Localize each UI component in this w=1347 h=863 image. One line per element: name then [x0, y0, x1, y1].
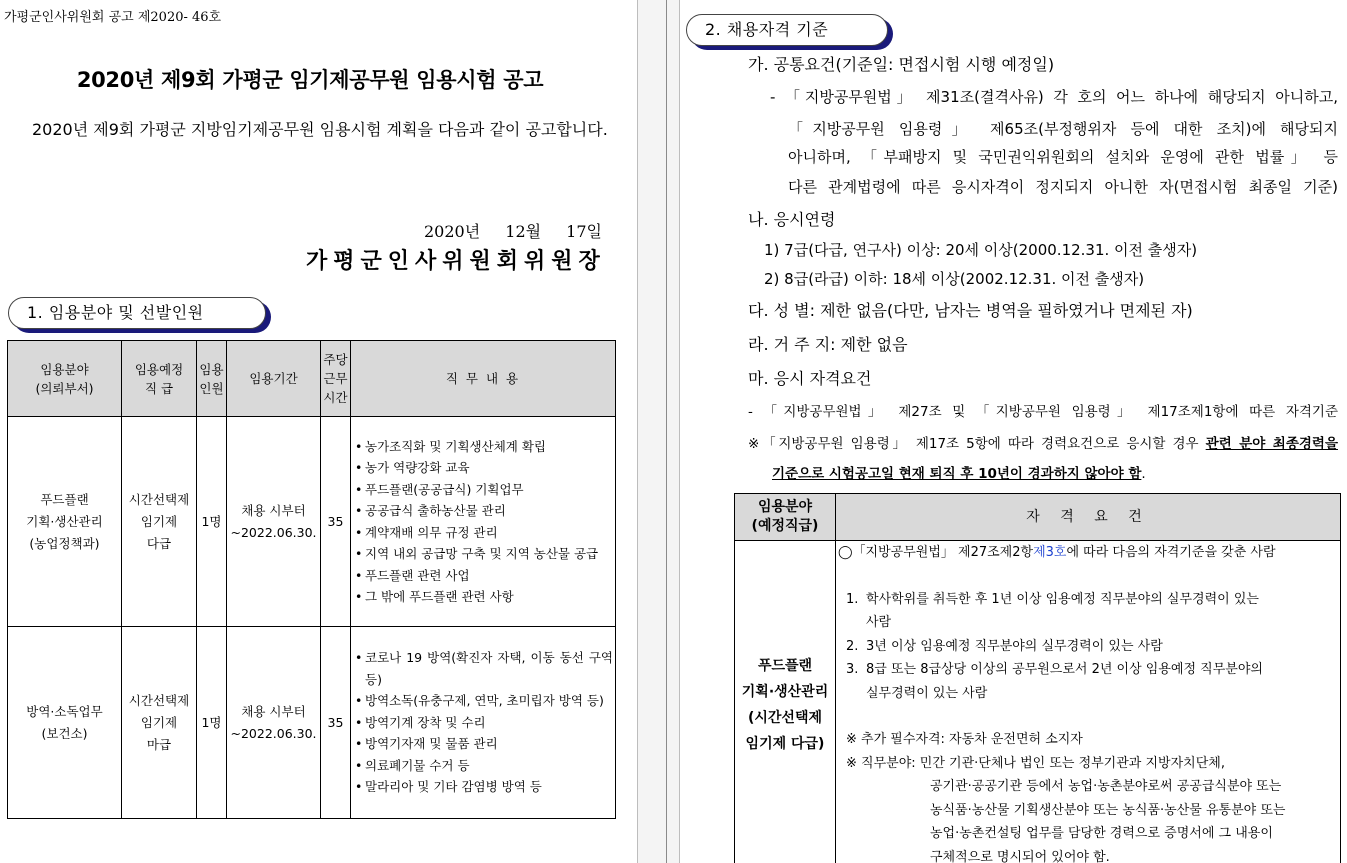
requirement-ga-line-1: - 「지방공무원법」 제31조(결격사유) 각 호의 어느 하나에 해당되지 아니하고,: [770, 88, 1338, 106]
list-item: • 그 밖에 푸드플랜 관련 사항: [353, 586, 613, 608]
list-item: • 계약재배 의무 규정 관리: [353, 522, 613, 544]
header-duties: 직 무 내 용: [351, 341, 616, 417]
table-row: [8, 627, 616, 819]
list-item: • 푸드플랜 관련 사업: [353, 565, 613, 587]
cell-field: 방역·소독업무 (보건소): [8, 627, 122, 819]
cell-period: 채용 시부터 ~2022.06.30.: [227, 417, 321, 627]
cell-requirements: [836, 541, 1341, 863]
cell-hours: 35: [321, 627, 351, 819]
table-row: [8, 417, 616, 627]
document-page-left: [0, 0, 637, 863]
intro-text: 2020년 제9회 가평군 지방임기제공무원 임용시험 계획을 다음과 같이 공고합니다.: [32, 120, 608, 139]
note-job-field-line: 농식품·농산물 기획생산분야 또는 농식품·농산물 유통분야 또는: [930, 802, 1286, 818]
list-item: • 지역 내외 공급망 구축 및 지역 농산물 공급: [353, 543, 613, 565]
header-grade: 임용예정 직 급: [122, 341, 197, 417]
table-header-row: [735, 494, 1341, 541]
cell-grade: 시간선택제 임기제 다급: [122, 417, 197, 627]
table-row: [735, 541, 1341, 863]
section-1-heading: 1. 임용분야 및 선발인원: [8, 297, 266, 329]
qualification-table: [734, 493, 1341, 863]
section-2-heading: 2. 채용자격 기준: [686, 14, 888, 46]
cell-hours: 35: [321, 417, 351, 627]
list-item-continuation: 실무경력이 있는 사람: [866, 685, 988, 701]
table-header-row: [8, 341, 616, 417]
list-item: • 공공급식 출하농산물 관리: [353, 500, 613, 522]
cell-field: 푸드플랜 기획·생산관리 (농업정책과): [8, 417, 122, 627]
note-job-field-line: 공기관·공공기관 등에서 농업·농촌분야로써 공공급식분야 또는: [930, 779, 1282, 794]
requirement-intro: ◯「지방공무원법」 제27조제2항제3호에 따라 다음의 자격기준을 갖춘 사람: [838, 545, 1276, 560]
recruitment-table: [7, 340, 616, 819]
header-hours: 주당 근무 시간: [321, 341, 351, 417]
page-gutter: [637, 0, 680, 863]
signer: 가평군인사위원회위원장: [306, 248, 606, 274]
list-item: • 의료폐기물 수거 등: [353, 755, 613, 777]
page-divider: [666, 0, 667, 863]
note-additional: ※ 추가 필수자격: 자동차 운전면허 소지자: [846, 732, 1083, 747]
list-item: 3. 8급 또는 8급상당 이상의 공무원으로서 2년 이상 임용예정 직무분야의: [846, 662, 1263, 677]
cell-period: 채용 시부터 ~2022.06.30.: [227, 627, 321, 819]
requirement-ra: 라. 거 주 지: 제한 없음: [748, 335, 908, 354]
cell-duties: [351, 627, 616, 819]
header-period: 임용기간: [227, 341, 321, 417]
requirement-ma-line-1: - 「지방공무원법」 제27조 및 「지방공무원 임용령」 제17조제1항에 따른 자격기준: [748, 404, 1338, 420]
header-field: 임용분야 (예정직급): [735, 494, 836, 541]
cell-duties: [351, 417, 616, 627]
header-field: 임용분야 (의뢰부서): [8, 341, 122, 417]
document-title: 2020년 제9회 가평군 임기제공무원 임용시험 공고: [76, 68, 544, 92]
requirement-ga-line-3: 아니하며, 「부패방지 및 국민권익위원회의 설치와 운영에 관한 법률」 등: [788, 148, 1338, 166]
list-item: • 농가조직화 및 기획생산체계 확립: [353, 436, 613, 458]
cell-grade: 시간선택제 임기제 마급: [122, 627, 197, 819]
cell-field: 푸드플랜 기획·생산관리 (시간선택제 임기제 다급): [735, 541, 836, 863]
requirement-ga-line-4: 다른 관계법령에 따른 응시자격이 정지되지 아니한 자(면접시험 최종일 기준): [788, 178, 1338, 196]
cell-count: 1명: [197, 417, 227, 627]
requirement-da: 다. 성 별: 제한 없음(다만, 남자는 병역을 필하였거나 면제된 자): [748, 301, 1193, 320]
list-item: • 코로나 19 방역(확진자 자택, 이동 동선 구역 등): [353, 647, 613, 690]
experience-note-line-2: 기준으로 시험공고일 현재 퇴직 후 10년이 경과하지 않아야 함.: [772, 466, 1146, 482]
document-number: 가평군인사위원회 공고 제2020- 46호: [4, 10, 222, 25]
list-item: • 방역기계 장착 및 수리: [353, 712, 613, 734]
list-item: 2. 3년 이상 임용예정 직무분야의 실무경력이 있는 사람: [846, 638, 1163, 654]
note-job-field: ※ 직무분야: 민간 기관·단체나 법인 또는 정부기관과 지방자치단체,: [846, 755, 1225, 771]
header-requirements: 자 격 요 건: [836, 494, 1341, 541]
intro-paragraph: [6, 115, 614, 145]
experience-note-line-1: ※「지방공무원 임용령」 제17조 5항에 따라 경력요건으로 응시할 경우 관련 분야 최종경력을: [748, 436, 1338, 452]
list-item: • 말라리아 및 기타 감염병 방역 등: [353, 776, 613, 798]
header-count: 임용 인원: [197, 341, 227, 417]
note-job-field-line: 농업·농촌컨설팅 업무를 담당한 경력으로 증명서에 그 내용이: [930, 826, 1273, 841]
list-item: • 농가 역량강화 교육: [353, 457, 613, 479]
requirement-ma: 마. 응시 자격요건: [748, 369, 872, 388]
list-item: • 방역기자재 및 물품 관리: [353, 733, 613, 755]
list-item: 1. 학사학위를 취득한 후 1년 이상 임용예정 직무분야의 실무경력이 있는: [846, 591, 1259, 607]
requirement-ga-line-2: 「지방공무원 임용령」 제65조(부정행위자 등에 대한 조치)에 해당되지: [788, 120, 1338, 138]
requirement-na: 나. 응시연령: [748, 210, 836, 229]
document-page-right: [680, 0, 1347, 863]
list-item: • 푸드플랜(공공급식) 기획업무: [353, 479, 613, 501]
cell-count: 1명: [197, 627, 227, 819]
note-job-field-line: 구체적으로 명시되어 있어야 함.: [930, 849, 1110, 863]
announcement-date: 2020년 12월 17일: [424, 222, 602, 241]
requirement-na-line-2: 2) 8급(라급) 이하: 18세 이상(2002.12.31. 이전 출생자): [764, 270, 1145, 288]
list-item: • 방역소독(유충구제, 연막, 초미립자 방역 등): [353, 690, 613, 712]
requirement-ga: 가. 공통요건(기준일: 면접시험 시행 예정일): [748, 55, 1055, 74]
list-item-continuation: 사람: [866, 615, 892, 630]
requirement-na-line-1: 1) 7급(다급, 연구사) 이상: 20세 이상(2000.12.31. 이전 출생자): [764, 241, 1198, 259]
